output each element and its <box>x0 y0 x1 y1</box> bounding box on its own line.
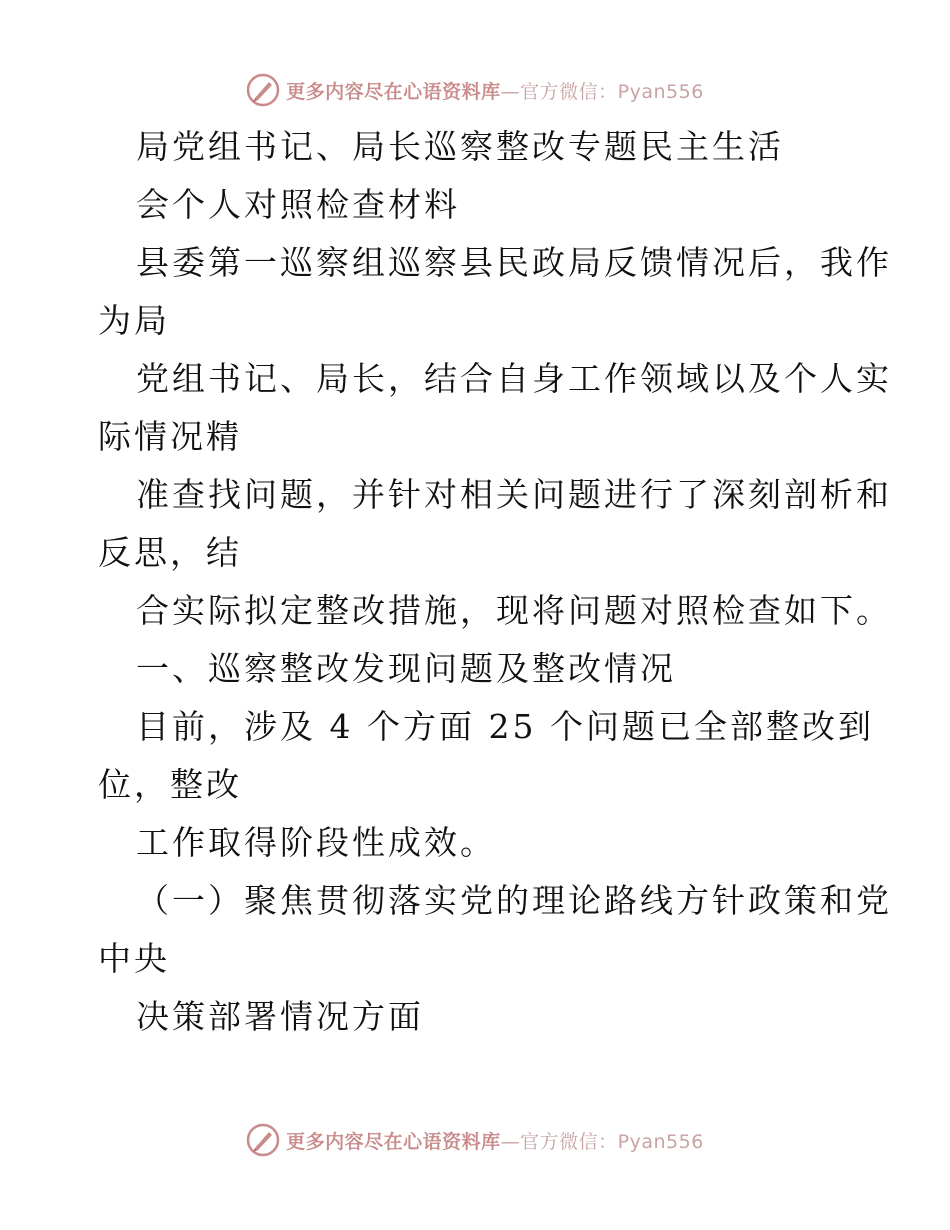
banner-text <box>286 1127 704 1154</box>
banner-dash: — <box>500 80 521 103</box>
paragraph-line: 反思，结 <box>98 533 242 572</box>
subsection-heading: （一）聚焦贯彻落实党的理论路线方针政策和党 <box>136 881 892 920</box>
doc-title-line-2: 会个人对照检查材料 <box>136 185 460 224</box>
subsection-heading-cont: 决策部署情况方面 <box>136 997 424 1036</box>
banner-contact-text: 官方微信：Pyan556 <box>520 1130 704 1153</box>
paragraph-line: 目前，涉及 4 个方面 25 个问题已全部整改到 <box>136 707 874 746</box>
page-header-banner <box>0 70 950 110</box>
banner-site-text: 更多内容尽在心语资料库 <box>286 1130 501 1153</box>
paragraph-line: 为局 <box>98 301 170 340</box>
paragraph-line: 合实际拟定整改措施，现将问题对照检查如下。 <box>136 591 892 630</box>
quill-pen-logo-icon <box>246 73 280 107</box>
banner-contact-text: 官方微信：Pyan556 <box>520 80 704 103</box>
paragraph-line: 工作取得阶段性成效。 <box>136 823 496 862</box>
page-footer-banner <box>0 1120 950 1160</box>
paragraph-line: 际情况精 <box>98 417 242 456</box>
document-body <box>98 118 892 1046</box>
paragraph-line: 准查找问题，并针对相关问题进行了深刻剖析和 <box>136 475 892 514</box>
paragraph-line: 县委第一巡察组巡察县民政局反馈情况后，我作 <box>136 243 892 282</box>
paragraph-line: 党组书记、局长，结合自身工作领域以及个人实 <box>136 359 892 398</box>
doc-title-line-1: 局党组书记、局长巡察整改专题民主生活 <box>136 127 784 166</box>
banner-text <box>286 77 704 104</box>
banner-dash: — <box>500 1130 521 1153</box>
subsection-heading-cont: 中央 <box>98 939 170 978</box>
quill-pen-logo-icon <box>246 1123 280 1157</box>
paragraph-line: 位，整改 <box>98 765 242 804</box>
section-heading: 一、巡察整改发现问题及整改情况 <box>136 649 676 688</box>
banner-site-text: 更多内容尽在心语资料库 <box>286 80 501 103</box>
